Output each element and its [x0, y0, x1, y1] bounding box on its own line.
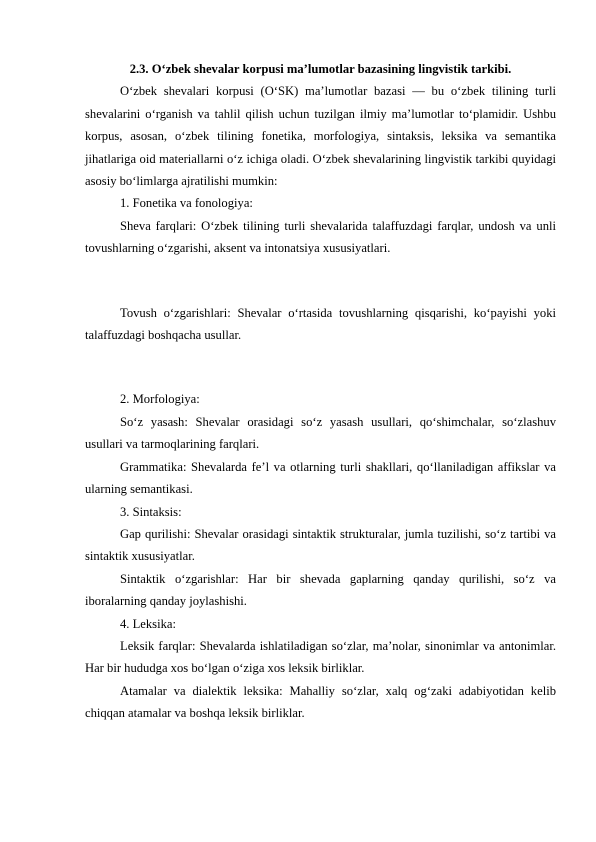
paragraph-sentence-structure: Gap qurilishi: Shevalar orasidagi sintaktik strukturalar, jumla tuzilishi, so‘z tartibi va sintaktik xususiyatlar. [85, 526, 556, 564]
block-title-lexicon: 4. Leksika: [120, 616, 176, 631]
block-title-phonetics: 1. Fonetika va fonologiya: [120, 196, 253, 211]
intro-paragraph: O‘zbek shevalari korpusi (O‘SK) ma’lumotlar bazasi — bu o‘zbek tilining turli shevalarini o‘rganish va tahlil qilish uchun tuzilgan ilmiy ma’lumotlar to‘plamidir. Ushbu korpus, asosan, o‘zbek tilining fonetika, morfologiya, sintaksis, leksika va semantika jihatlariga oid materiallarni o‘z ichiga oladi. O‘zbek shevalarining lingvistik tarkibi quyidagi asosiy bo‘limlarga ajratilishi mumkin: [85, 84, 556, 189]
block-title-morphology: 2. Morfologiya: [120, 392, 200, 407]
paragraph-sound-changes: Tovush o‘zgarishlari: Shevalar o‘rtasida tovushlarning qisqarishi, ko‘payishi yoki talaffuzdagi boshqacha usullar. [85, 305, 556, 343]
document-page [85, 58, 556, 725]
paragraph-lexical-differences: Leksik farqlar: Shevalarda ishlatiladigan so‘zlar, ma’nolar, sinonimlar va antonimlar. Har bir hududga xos bo‘lgan o‘ziga xos leksik birliklar. [85, 638, 556, 676]
paragraph-word-formation: So‘z yasash: Shevalar orasidagi so‘z yasash usullari, qo‘shimchalar, so‘zlashuv usullari va tarmoqlarining farqlari. [85, 414, 556, 452]
section-heading: 2.3. O‘zbek shevalar korpusi ma’lumotlar bazasining lingvistik tarkibi. [129, 62, 512, 76]
paragraph-syntactic-changes: Sintaktik o‘zgarishlar: Har bir shevada gaplarning qanday qurilishi, so‘z va iboralarning qanday joylashishi. [85, 571, 556, 609]
blank-space [85, 346, 556, 388]
paragraph-grammar: Grammatika: Shevalarda fe’l va otlarning turli shakllari, qo‘llaniladigan affikslar va ularning semantikasi. [85, 459, 556, 497]
paragraph-dialect-lexicon: Atamalar va dialektik leksika: Mahalliy so‘zlar, xalq og‘zaki adabiyotidan kelib chiqqan atamalar va boshqa leksik birliklar. [85, 683, 556, 721]
block-title-syntax: 3. Sintaksis: [120, 504, 182, 519]
paragraph-dialect-differences: Sheva farqlari: O‘zbek tilining turli shevalarida talaffuzdagi farqlar, undosh va unli tovushlarning o‘zgarishi, aksent va intonatsiya xususiyatlari. [85, 218, 556, 256]
blank-space [85, 260, 556, 302]
